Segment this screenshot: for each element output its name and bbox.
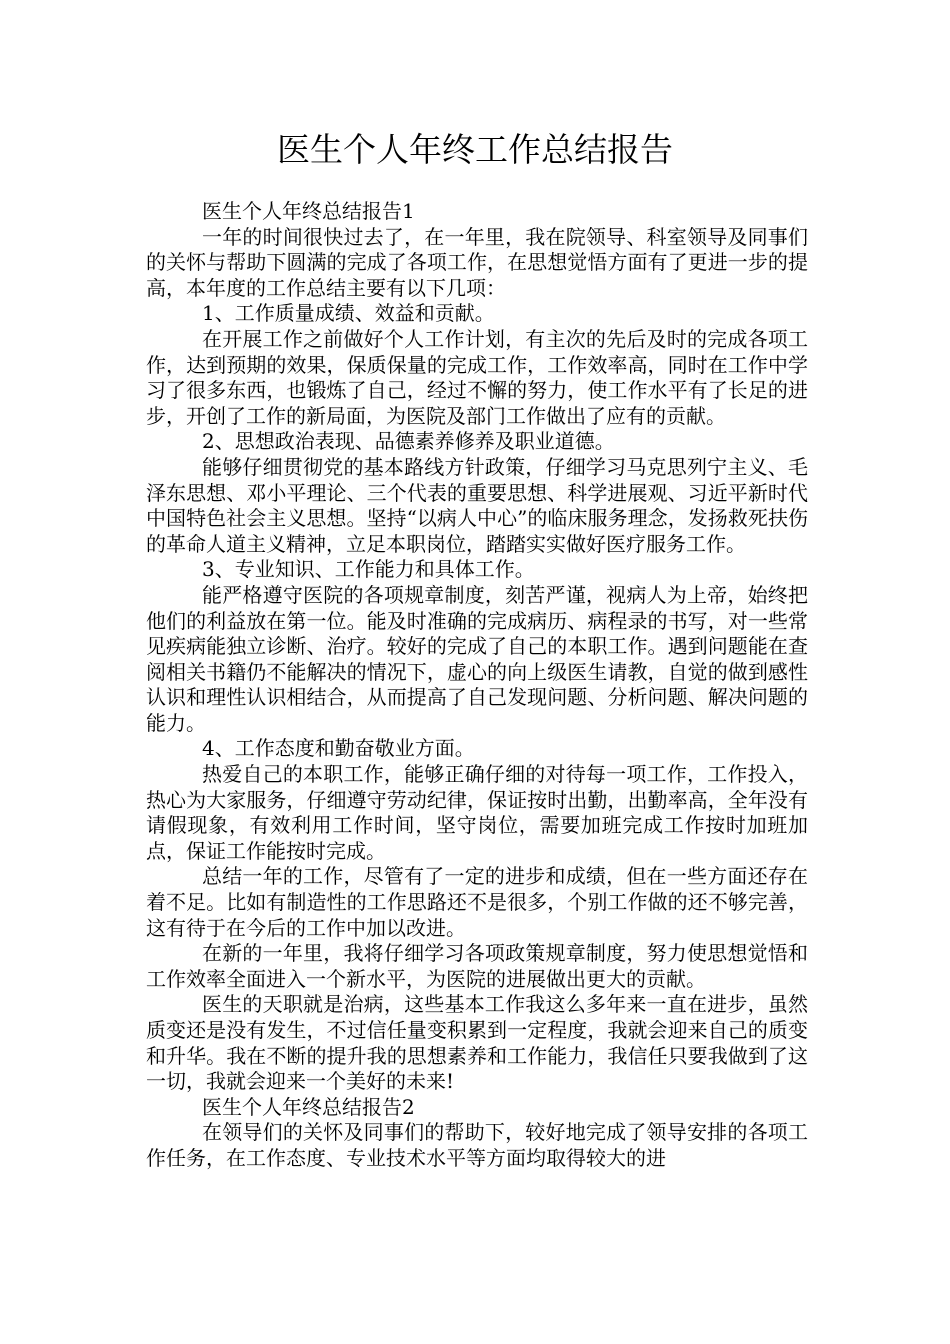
document-title: 医生个人年终工作总结报告 [277,130,673,169]
section-heading-2: 医生个人年终总结报告2 [202,1094,415,1119]
paragraph: 医生的天职就是治病，这些基本工作我这么多年来一直在进步，虽然质变还是没有发生，不过信任量变积累到一定程度，我就会迎来自己的质变和升华。我在不断的提升我的思想素养和工作能力，我信任只要我做到了这一切，我就会迎来一个美好的未来! [146,992,808,1094]
paragraph: 在开展工作之前做好个人工作计划，有主次的先后及时的完成各项工作，达到预期的效果，保质保量的完成工作，工作效率高，同时在工作中学习了很多东西，也锻炼了自己，经过不懈的努力，使工作水平有了长足的进步，开创了工作的新局面，为医院及部门工作做出了应有的贡献。 [146,326,808,428]
item-heading: 4、工作态度和勤奋敬业方面。 [202,736,475,761]
item-heading: 2、思想政治表现、品德素养修养及职业道德。 [202,429,615,454]
item-heading: 1、工作质量成绩、效益和贡献。 [202,301,495,326]
section-heading-1: 医生个人年终总结报告1 [202,199,415,223]
item-heading: 3、专业知识、工作能力和具体工作。 [202,557,535,582]
paragraph: 能够仔细贯彻党的基本路线方针政策，仔细学习马克思列宁主义、毛泽东思想、邓小平理论、三个代表的重要思想、科学进展观、习近平新时代中国特色社会主义思想。坚持“以病人中心”的临床服务理念，发扬救死扶伤的革命人道主义精神，立足本职岗位，踏踏实实做好医疗服务工作。 [146,454,808,556]
document-body [146,199,808,1172]
paragraph: 能严格遵守医院的各项规章制度，刻苦严谨，视病人为上帝，始终把他们的利益放在第一位。能及时准确的完成病历、病程录的书写，对一些常见疾病能独立诊断、治疗。较好的完成了自己的本职工作。遇到问题能在查阅相关书籍仍不能解决的情况下，虚心的向上级医生请教，自觉的做到感性认识和理性认识相结合，从而提高了自己发现问题、分析问题、解决问题的能力。 [146,582,808,735]
paragraph: 一年的时间很快过去了，在一年里，我在院领导、科室领导及同事们的关怀与帮助下圆满的完成了各项工作，在思想觉悟方面有了更进一步的提高，本年度的工作总结主要有以下几项： [146,224,808,300]
paragraph: 在新的一年里，我将仔细学习各项政策规章制度，努力使思想觉悟和工作效率全面进入一个新水平，为医院的进展做出更大的贡献。 [146,941,808,991]
paragraph: 在领导们的关怀及同事们的帮助下，较好地完成了领导安排的各项工作任务，在工作态度、专业技术水平等方面均取得较大的进 [146,1120,808,1170]
paragraph: 总结一年的工作，尽管有了一定的进步和成绩，但在一些方面还存在着不足。比如有制造性的工作思路还不是很多，个别工作做的还不够完善，这有待于在今后的工作中加以改进。 [146,864,808,940]
paragraph: 热爱自己的本职工作，能够正确仔细的对待每一项工作，工作投入，热心为大家服务，仔细遵守劳动纪律，保证按时出勤，出勤率高，全年没有请假现象，有效利用工作时间，坚守岗位，需要加班完成工作按时加班加点，保证工作能按时完成。 [146,762,808,863]
